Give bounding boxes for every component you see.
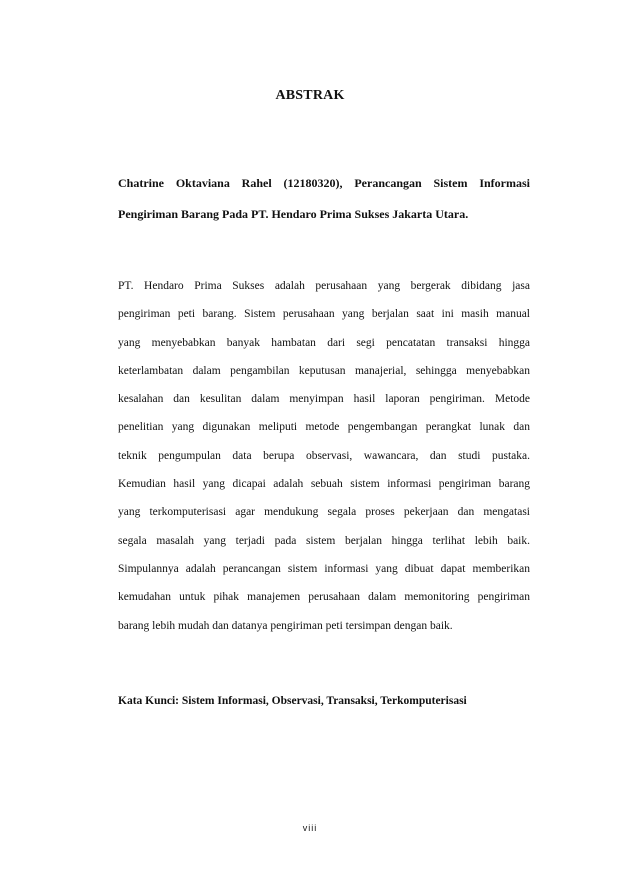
citation-line: Chatrine Oktaviana Rahel (12180320), Perancangan Sistem Informasi [118, 176, 530, 190]
paragraph-line: Kemudian hasil yang dicapai adalah sebuah sistem informasi pengiriman barang [118, 478, 530, 491]
paragraph-line: kesalahan dan kesulitan dalam menyimpan hasil laporan pengiriman. Metode [118, 393, 530, 406]
paragraph-line: segala masalah yang terjadi pada sistem berjalan hingga terlihat lebih baik. [118, 534, 530, 547]
paragraph-line: Simpulannya adalah perancangan sistem informasi yang dibuat dapat memberikan [118, 562, 530, 575]
citation-block [118, 168, 530, 230]
paragraph-line: keterlambatan dalam pengambilan keputusan manajerial, sehingga menyebabkan [118, 364, 530, 377]
page-title: ABSTRAK [275, 88, 345, 103]
page-number: viii [302, 823, 318, 833]
citation-line: Pengiriman Barang Pada PT. Hendaro Prima Sukses Jakarta Utara. [118, 207, 469, 221]
paragraph-line: pengiriman peti barang. Sistem perusahaan yang berjalan saat ini masih manual [118, 308, 530, 321]
paragraph-line: kemudahan untuk pihak manajemen perusahaan dalam memonitoring pengiriman [118, 591, 530, 604]
paragraph-line: yang terkomputerisasi agar mendukung segala proses pekerjaan dan mengatasi [118, 506, 530, 519]
paragraph-line: barang lebih mudah dan datanya pengiriman peti tersimpan dengan baik. [118, 619, 453, 632]
paragraph-line: teknik pengumpulan data berupa observasi, wawancara, dan studi pustaka. [118, 449, 530, 462]
keywords: Kata Kunci: Sistem Informasi, Observasi, Transaksi, Terkomputerisasi [118, 695, 467, 707]
paragraph-line: yang menyebabkan banyak hambatan dari segi pencatatan transaksi hingga [118, 336, 530, 349]
paragraph-line: penelitian yang digunakan meliputi metode pengembangan perangkat lunak dan [118, 421, 530, 434]
abstract-paragraph [118, 272, 530, 640]
paragraph-line: PT. Hendaro Prima Sukses adalah perusahaan yang bergerak dibidang jasa [118, 280, 530, 292]
